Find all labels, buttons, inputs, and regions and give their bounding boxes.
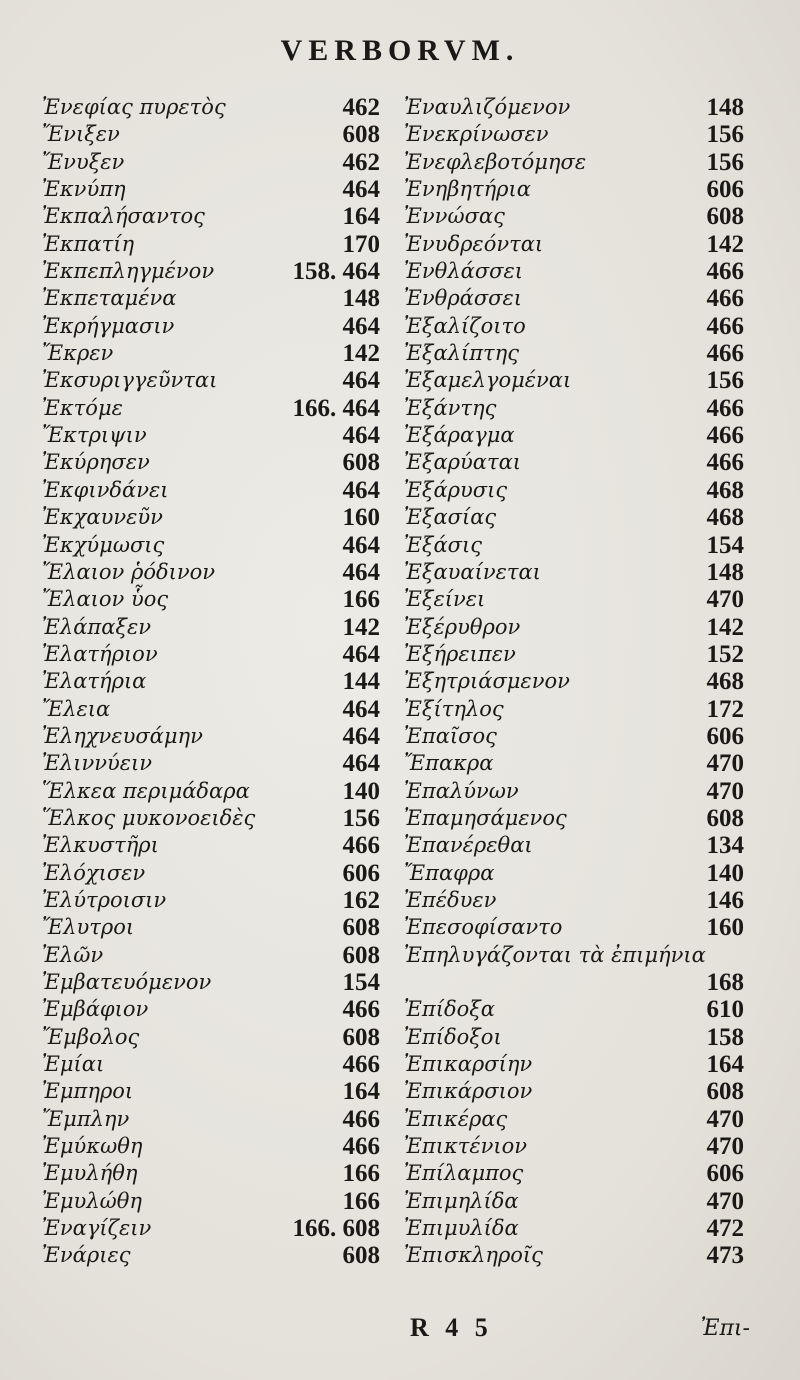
page-reference: 464 bbox=[342, 422, 380, 450]
catchword: Ἐπι- bbox=[700, 1316, 750, 1341]
page-reference: 466 bbox=[706, 394, 744, 422]
index-entry bbox=[404, 1160, 744, 1187]
index-entry bbox=[404, 1215, 744, 1242]
page-reference: 168 bbox=[706, 969, 744, 996]
page-reference: 172 bbox=[706, 695, 744, 723]
index-entry bbox=[404, 996, 744, 1023]
index-entry bbox=[42, 914, 380, 941]
index-word: Ἔκρεν bbox=[42, 341, 114, 366]
index-word: Ἐνηβητήρια bbox=[404, 177, 531, 202]
index-word: Ἐκνύπη bbox=[42, 177, 126, 202]
index-entry bbox=[404, 231, 744, 258]
index-word: Ἐκφινδάνει bbox=[42, 477, 169, 502]
page-reference: 462 bbox=[342, 94, 380, 121]
page-reference: 466 bbox=[706, 312, 744, 340]
index-word: Ἐπικτένιον bbox=[404, 1134, 528, 1159]
index-entry bbox=[42, 832, 380, 859]
index-entry bbox=[42, 1160, 380, 1187]
page-reference: 164 bbox=[342, 1078, 380, 1106]
index-word: Ἕλκος μυκονοειδὲς bbox=[42, 805, 256, 830]
index-word: Ἐπιμηλίδα bbox=[404, 1188, 519, 1213]
page-reference: 468 bbox=[706, 476, 744, 504]
page-reference: 464 bbox=[342, 476, 380, 504]
index-entry bbox=[404, 750, 744, 777]
index-word: Ἐμυλώθη bbox=[42, 1188, 142, 1213]
page-reference: 466 bbox=[706, 340, 744, 368]
index-word: Ἐλύτροισιν bbox=[42, 887, 167, 912]
index-word: Ἐμβάφιον bbox=[42, 997, 149, 1022]
index-entry bbox=[404, 422, 744, 449]
page-reference: 134 bbox=[706, 832, 744, 860]
index-word: Ἐπαλύνων bbox=[404, 778, 519, 803]
index-entry bbox=[404, 1242, 744, 1269]
page-reference: 146 bbox=[706, 886, 744, 914]
page-reference: 608 bbox=[342, 1242, 380, 1270]
index-word: Ἐπίδοξα bbox=[404, 997, 495, 1022]
index-entry bbox=[404, 860, 744, 887]
page-reference: 608 bbox=[342, 121, 380, 149]
page-reference: 152 bbox=[706, 640, 744, 668]
index-word: Ἐμυλήθη bbox=[42, 1161, 138, 1186]
page-reference: 608 bbox=[706, 203, 744, 231]
index-entry bbox=[404, 395, 744, 422]
index-entry bbox=[404, 504, 744, 531]
index-entry bbox=[42, 1188, 380, 1215]
index-word: Ἐπαῖσος bbox=[404, 723, 497, 748]
page-reference: 466 bbox=[706, 258, 744, 286]
index-word: Ἐνεκρίνωσεν bbox=[404, 122, 549, 147]
page-reference: 154 bbox=[706, 531, 744, 559]
index-entry bbox=[42, 340, 380, 367]
page-reference: 464 bbox=[342, 176, 380, 204]
index-entry bbox=[42, 1051, 380, 1078]
index-entry bbox=[404, 285, 744, 312]
page-reference: 160 bbox=[706, 914, 744, 942]
page-reference: 142 bbox=[706, 613, 744, 641]
index-entry bbox=[404, 1188, 744, 1215]
index-word: Ἐμύκωθη bbox=[42, 1134, 143, 1159]
index-entry bbox=[404, 1051, 744, 1078]
index-word: Ἔλεια bbox=[42, 696, 111, 721]
page-reference: 162 bbox=[342, 886, 380, 914]
page-reference: 466 bbox=[706, 449, 744, 477]
index-entry bbox=[42, 969, 380, 996]
page-reference: 164 bbox=[342, 203, 380, 231]
page-reference: 156 bbox=[706, 367, 744, 395]
index-word: Ἐλόχισεν bbox=[42, 860, 146, 885]
page-reference: 144 bbox=[342, 668, 380, 696]
index-entry bbox=[42, 860, 380, 887]
index-word: Ἐξάντης bbox=[404, 395, 497, 420]
index-entry bbox=[404, 559, 744, 586]
index-entry bbox=[42, 1215, 380, 1242]
index-word: Ἐλάπαξεν bbox=[42, 614, 151, 639]
index-entry bbox=[404, 367, 744, 394]
index-entry bbox=[42, 614, 380, 641]
index-entry bbox=[404, 121, 744, 148]
index-word: Ἐξέρυθρον bbox=[404, 614, 521, 639]
index-word: Ἐλατήρια bbox=[42, 669, 147, 694]
page-reference: 606 bbox=[706, 176, 744, 204]
page-reference: 142 bbox=[342, 340, 380, 368]
index-word: Ἔνυξεν bbox=[42, 149, 125, 174]
index-word: Ἐμβατευόμενον bbox=[42, 970, 212, 994]
index-entry bbox=[404, 532, 744, 559]
page-reference: 158. 464 bbox=[292, 258, 380, 286]
page-reference: 470 bbox=[706, 1187, 744, 1215]
index-entry bbox=[404, 887, 744, 914]
index-entry bbox=[42, 532, 380, 559]
index-word: Ἔλαιον ῥόδινον bbox=[42, 559, 216, 584]
index-entry bbox=[404, 1133, 744, 1160]
index-entry bbox=[42, 149, 380, 176]
page-reference: 158 bbox=[706, 1023, 744, 1051]
index-word: Ἐκρήγμασιν bbox=[42, 313, 175, 338]
page-reference: 148 bbox=[342, 285, 380, 313]
index-entry bbox=[42, 668, 380, 695]
index-entry bbox=[404, 832, 744, 859]
index-word: Ἐπεσοφίσαντο bbox=[404, 915, 563, 940]
index-word: Ἐλκυστῆρι bbox=[42, 833, 159, 858]
index-entry bbox=[42, 586, 380, 613]
index-entry bbox=[42, 750, 380, 777]
page-reference: 608 bbox=[706, 1078, 744, 1106]
index-entry bbox=[42, 422, 380, 449]
page-reference: 470 bbox=[706, 586, 744, 614]
index-word: Ἐξαλίπτης bbox=[404, 341, 519, 366]
index-word: Ἐπηλυγάζονται τὰ ἐπιμήνια bbox=[404, 942, 706, 967]
index-entry bbox=[404, 449, 744, 476]
index-entry bbox=[42, 696, 380, 723]
page-reference: 166 bbox=[342, 586, 380, 614]
index-entry bbox=[42, 203, 380, 230]
index-entry bbox=[42, 367, 380, 394]
page-reference: 470 bbox=[706, 1105, 744, 1133]
index-word: Ἐκχύμωσις bbox=[42, 532, 165, 557]
page-reference: 464 bbox=[342, 312, 380, 340]
page-reference: 606 bbox=[342, 859, 380, 887]
page-reference: 466 bbox=[706, 285, 744, 313]
index-entry bbox=[404, 942, 744, 969]
page-reference: 470 bbox=[706, 750, 744, 778]
index-word: Ἐλιννύειν bbox=[42, 751, 153, 776]
page-reference: 154 bbox=[342, 969, 380, 996]
page-reference: 148 bbox=[706, 94, 744, 121]
index-entry bbox=[42, 313, 380, 340]
index-entry bbox=[404, 641, 744, 668]
index-word: Ἐκπατίη bbox=[42, 231, 135, 256]
index-entry bbox=[404, 477, 744, 504]
index-word: Ἐληχνευσάμην bbox=[42, 723, 203, 748]
page-reference: 156 bbox=[706, 121, 744, 149]
page-reference: 470 bbox=[706, 1133, 744, 1161]
index-entry bbox=[404, 149, 744, 176]
index-word: Ἐπέδυεν bbox=[404, 887, 497, 912]
index-entry bbox=[42, 723, 380, 750]
index-word: Ἐκπεταμένα bbox=[42, 286, 177, 311]
index-entry bbox=[42, 1024, 380, 1051]
index-entry bbox=[404, 203, 744, 230]
index-entry bbox=[42, 121, 380, 148]
index-word: Ἐλῶν bbox=[42, 942, 104, 967]
page-reference: 464 bbox=[342, 695, 380, 723]
page-reference: 464 bbox=[342, 750, 380, 778]
index-entry bbox=[42, 285, 380, 312]
index-word: Ἐνεφλεβοτόμησε bbox=[404, 149, 587, 174]
index-word: Ἔμβολος bbox=[42, 1024, 140, 1049]
page-reference: 466 bbox=[342, 1105, 380, 1133]
page-reference: 608 bbox=[342, 449, 380, 477]
page-reference: 164 bbox=[706, 1051, 744, 1079]
page-reference: 166. 464 bbox=[292, 394, 380, 422]
page-reference: 606 bbox=[706, 722, 744, 750]
index-entry bbox=[404, 1078, 744, 1105]
index-entry bbox=[42, 258, 380, 285]
index-word: Ἐκύρησεν bbox=[42, 450, 150, 475]
page-reference: 462 bbox=[342, 148, 380, 176]
page-reference: 466 bbox=[342, 1051, 380, 1079]
index-entry bbox=[42, 805, 380, 832]
index-word: Ἐναγίζειν bbox=[42, 1216, 152, 1241]
index-word: Ἐμίαι bbox=[42, 1052, 105, 1077]
index-entry bbox=[42, 778, 380, 805]
index-word: Ἐξίτηλος bbox=[404, 696, 504, 721]
index-word: Ἐπικέρας bbox=[404, 1106, 508, 1131]
page-reference: 473 bbox=[706, 1242, 744, 1270]
index-word: Ἐπίλαμπος bbox=[404, 1161, 524, 1186]
index-word: Ἔπαφρα bbox=[404, 860, 495, 885]
index-word: Ἐξάρυσις bbox=[404, 477, 508, 502]
index-word: Ἐπιμυλίδα bbox=[404, 1216, 519, 1241]
index-entry bbox=[404, 313, 744, 340]
index-word: Ἐπικάρσιον bbox=[404, 1079, 533, 1104]
index-entry bbox=[404, 586, 744, 613]
index-word: Ἐνάριες bbox=[42, 1243, 131, 1268]
page-reference: 156 bbox=[706, 148, 744, 176]
index-word: Ἐκπεπληγμένον bbox=[42, 259, 215, 284]
index-word: Ἐμπηροι bbox=[42, 1079, 134, 1104]
page-reference: 610 bbox=[706, 996, 744, 1024]
index-word: Ἐπαμησάμενος bbox=[404, 805, 567, 830]
page-reference: 468 bbox=[706, 504, 744, 532]
index-entry bbox=[42, 449, 380, 476]
index-word: Ἐκχαυνεῦν bbox=[42, 505, 163, 530]
page-reference: 464 bbox=[342, 367, 380, 395]
index-entry bbox=[404, 914, 744, 941]
index-word: Ἐξάσις bbox=[404, 532, 482, 557]
index-entry bbox=[404, 340, 744, 367]
index-word: Ἐξείνει bbox=[404, 587, 486, 612]
index-entry bbox=[42, 395, 380, 422]
left-index-column bbox=[42, 94, 380, 1270]
index-word: Ἔπακρα bbox=[404, 751, 494, 776]
index-entry bbox=[42, 504, 380, 531]
index-word: Ἐξάραγμα bbox=[404, 423, 515, 448]
index-word: Ἐνθλάσσει bbox=[404, 259, 523, 284]
index-word: Ἐξαλίζοιτο bbox=[404, 313, 526, 338]
page-reference: 142 bbox=[706, 230, 744, 258]
index-word: Ἐκπαλήσαντος bbox=[42, 204, 205, 229]
index-word: Ἐξαμελγομέναι bbox=[404, 368, 572, 393]
index-word: Ἔλυτροι bbox=[42, 915, 135, 940]
index-word: Ἐξαυαίνεται bbox=[404, 559, 541, 584]
index-word: Ἐπίδοξοι bbox=[404, 1024, 502, 1049]
right-index-column bbox=[404, 94, 744, 1270]
index-entry bbox=[42, 1078, 380, 1105]
page-reference: 166 bbox=[342, 1187, 380, 1215]
page-reference: 466 bbox=[342, 1133, 380, 1161]
page-reference: 160 bbox=[342, 504, 380, 532]
index-word: Ἕλκεα περιμάδαρα bbox=[42, 778, 250, 803]
page-reference: 140 bbox=[706, 859, 744, 887]
index-word: Ἔμπλην bbox=[42, 1106, 130, 1131]
index-entry bbox=[404, 1024, 744, 1051]
index-word: Ἐννώσας bbox=[404, 204, 505, 229]
index-entry bbox=[42, 231, 380, 258]
page-reference: 472 bbox=[706, 1215, 744, 1243]
index-word: Ἐξήρειπεν bbox=[404, 641, 516, 666]
index-word: Ἔλαιον ὗος bbox=[42, 587, 169, 612]
index-word: Ἐπικαρσίην bbox=[404, 1052, 533, 1077]
index-entry bbox=[42, 1242, 380, 1269]
page-reference: 142 bbox=[342, 613, 380, 641]
index-entry bbox=[404, 258, 744, 285]
index-entry bbox=[42, 477, 380, 504]
page-reference: 606 bbox=[706, 1160, 744, 1188]
index-entry bbox=[404, 1106, 744, 1133]
index-word: Ἐνυδρεόνται bbox=[404, 231, 544, 256]
page-reference: 464 bbox=[342, 640, 380, 668]
index-entry bbox=[404, 778, 744, 805]
index-word: Ἐνθράσσει bbox=[404, 286, 523, 311]
page-reference: 608 bbox=[706, 804, 744, 832]
index-entry bbox=[42, 996, 380, 1023]
index-entry bbox=[42, 176, 380, 203]
page-reference: 468 bbox=[706, 668, 744, 696]
page-reference: 148 bbox=[706, 558, 744, 586]
page-reference: 608 bbox=[342, 914, 380, 942]
index-entry bbox=[42, 94, 380, 121]
page-reference: 608 bbox=[342, 1023, 380, 1051]
page-reference: 170 bbox=[342, 230, 380, 258]
page-reference: 156 bbox=[342, 804, 380, 832]
signature-mark: R 4 5 bbox=[410, 1313, 493, 1342]
page-reference: 464 bbox=[342, 558, 380, 586]
index-word: Ἔνιξεν bbox=[42, 122, 120, 147]
page-header: VERBORVM. bbox=[280, 34, 520, 67]
index-word: Ἐκτόμε bbox=[42, 395, 123, 420]
index-entry bbox=[42, 1106, 380, 1133]
page-reference: 166 bbox=[342, 1160, 380, 1188]
index-entry bbox=[404, 94, 744, 121]
page-reference: 464 bbox=[342, 722, 380, 750]
index-word: Ἐξητριάσμενον bbox=[404, 669, 570, 694]
page-reference: 140 bbox=[342, 777, 380, 805]
index-word: Ἔκτριψιν bbox=[42, 423, 147, 448]
index-word: Ἐξασίας bbox=[404, 505, 497, 530]
index-entry bbox=[404, 668, 744, 695]
index-word: Ἐναυλιζόμενον bbox=[404, 95, 571, 119]
page-reference: 470 bbox=[706, 777, 744, 805]
index-entry bbox=[42, 559, 380, 586]
index-entry bbox=[404, 614, 744, 641]
index-word: Ἐπανέρεθαι bbox=[404, 833, 533, 858]
index-word: Ἐλατήριον bbox=[42, 641, 158, 666]
index-word: Ἐπισκληροῖς bbox=[404, 1243, 543, 1268]
page-reference: 166. 608 bbox=[292, 1215, 380, 1243]
page-reference: 466 bbox=[706, 422, 744, 450]
index-word: Ἐξαρύαται bbox=[404, 450, 521, 475]
index-entry bbox=[42, 641, 380, 668]
index-entry bbox=[42, 887, 380, 914]
index-entry bbox=[404, 176, 744, 203]
index-word: Ἐνεφίας πυρετὸς bbox=[42, 95, 226, 119]
page-reference: 466 bbox=[342, 832, 380, 860]
page-reference: 464 bbox=[342, 531, 380, 559]
index-word: Ἐκσυριγγεῦνται bbox=[42, 368, 218, 393]
page-reference: 608 bbox=[342, 941, 380, 969]
index-entry bbox=[404, 969, 744, 996]
index-entry bbox=[404, 723, 744, 750]
index-entry bbox=[42, 1133, 380, 1160]
index-entry bbox=[404, 805, 744, 832]
index-entry bbox=[404, 696, 744, 723]
index-entry bbox=[42, 942, 380, 969]
page-reference: 466 bbox=[342, 996, 380, 1024]
